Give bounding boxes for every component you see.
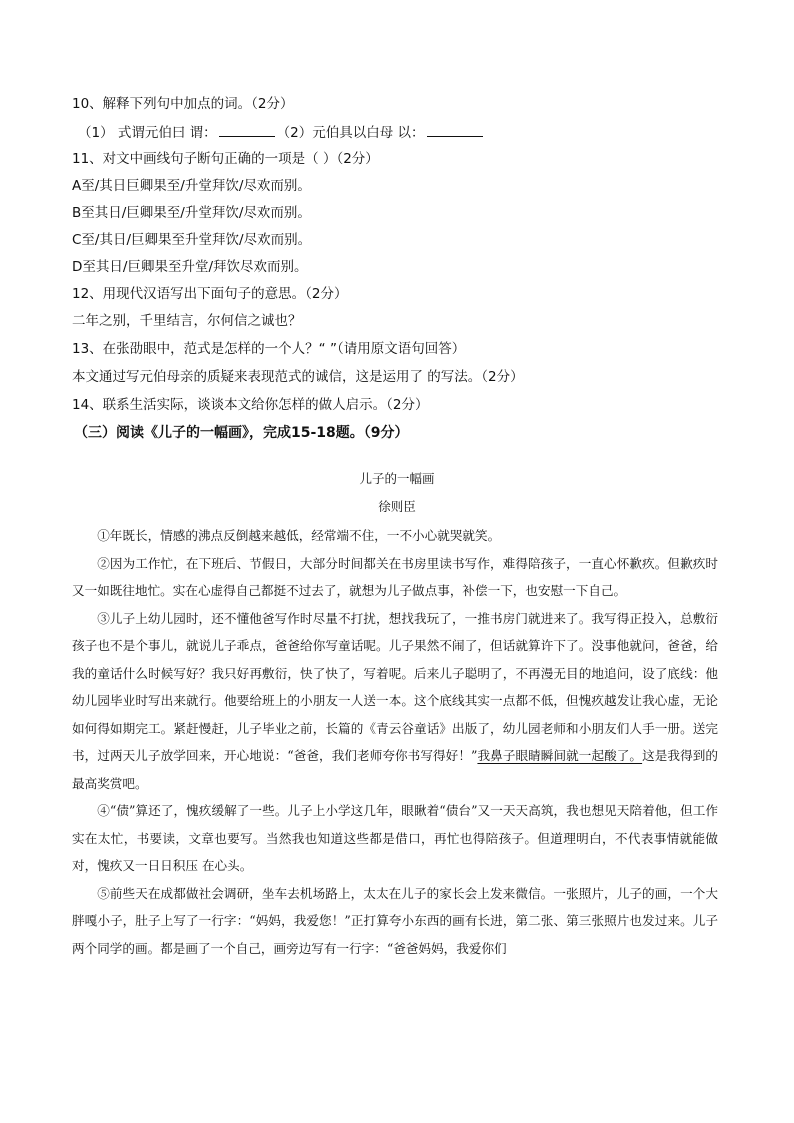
q11-option-a: A至/其日巨卿果至/升堂拜饮/尽欢而别。 — [72, 178, 311, 194]
q13-line2: 本文通过写元伯母亲的质疑来表现范式的诚信，这是运用了 的写法。（2分） — [72, 369, 524, 385]
q10-subquestions — [78, 123, 485, 142]
paragraph-3-text: ③儿子上幼儿园时，还不懂他爸写作时尽量不打扰，想找我玩了，一推书房门就进来了。我写得正投入，总敷衍孩子也不是个事儿，就说儿子乖点，爸爸给你写童话呢。儿子果然不闹了，但话就算许下了。没事他就问，爸爸，给我的童话什么时候写好？我只好再敷衍，快了快了，写着呢。后来儿子聪明了，不再漫无目的地追问，设了底线：他幼儿园毕业时写出来就行。他要给班上的小朋友一人送一本。这个底线其实一点都不低，但愧疚越发让我心虚，无论如何得如期完工。紧赶慢赶，儿子毕业之前，长篇的《青云谷童话》出版了，幼儿园老师和小朋友们人手一册。送完书，过两天儿子放学回来，开心地说：“爸爸，我们老师夸你书写得好！” — [72, 610, 718, 763]
q11-option-b: B至其日/巨卿果至/升堂拜饮/尽欢而别。 — [72, 205, 311, 221]
paragraph-3 — [72, 605, 718, 798]
paragraph-4: ④“债”算还了，愧疚缓解了一些。儿子上小学这几年，眼瞅着“债台”又一天天高筑，我也想见天陪着他，但工作实在太忙，书要读，文章也要写。当然我也知道这些都是借口，再忙也得陪孩子。但道理明白，不代表事情就能做对，愧疚又一日日积压 在心头。 — [72, 803, 718, 873]
q11-option-d: D至其日/巨卿果至升堂/拜饮尽欢而别。 — [72, 259, 308, 275]
q11-title: 11、对文中画线句子断句正确的一项是（ ）（2分） — [72, 151, 379, 167]
paragraph-3-tail: 这是我得到的最高奖赏吧。 — [72, 748, 719, 791]
article-body — [72, 522, 718, 962]
q10-title: 10、解释下列句中加点的词。（2分） — [72, 96, 294, 112]
article-author: 徐则臣 — [378, 499, 416, 514]
q11-option-c: C至/其日/巨卿果至升堂拜饮/尽欢而别。 — [72, 232, 312, 248]
q12-sentence: 二年之别，千里结言，尔何信之诚也？ — [72, 313, 302, 329]
q10-part2-blank[interactable] — [427, 123, 483, 137]
paragraph-2: ②因为工作忙，在下班后、节假日，大部分时间都关在书房里读书写作，难得陪孩子，一直心怀歉疚。但歉疚时又一如既往地忙。实在心虚得自己都挺不过去了，就想为儿子做点事，补偿一下，也安慰一下自己。 — [72, 555, 718, 598]
q10-part1-label: （1） 式谓元伯曰 谓： — [78, 125, 217, 141]
q14-title: 14、联系生活实际，谈谈本文给你怎样的做人启示。（2分） — [72, 397, 429, 413]
paragraph-1: ①年既长，情感的沸点反倒越来越低，经常端不住，一不小心就哭就笑。 — [97, 528, 501, 543]
q10-part2-label: （2）元伯具以白母 以： — [276, 125, 425, 141]
article-title: 儿子的一幅画 — [359, 471, 435, 486]
q12-title: 12、用现代汉语写出下面句子的意思。（2分） — [72, 286, 348, 302]
section-heading: （三）阅读《儿子的一幅画》，完成15-18题。（9分） — [74, 425, 409, 441]
paragraph-5: ⑤前些天在成都做社会调研，坐车去机场路上，太太在儿子的家长会上发来微信。一张照片，儿子的画，一个大胖嘎小子，肚子上写了一行字：“妈妈，我爱您！”正打算夸小东西的画有长进，第二张、第三张照片也发过来。儿子两个同学的画。都是画了一个自己，画旁边写有一行字：“爸爸妈妈，我爱你们 — [72, 885, 718, 956]
q13-line1: 13、在张劭眼中，范式是怎样的一个人？“ ”（请用原文语句回答） — [72, 341, 466, 357]
paragraph-3-underlined-sentence: 我鼻子眼睛瞬间就一起酸了。 — [477, 748, 643, 763]
q10-part1-blank[interactable] — [219, 123, 275, 137]
